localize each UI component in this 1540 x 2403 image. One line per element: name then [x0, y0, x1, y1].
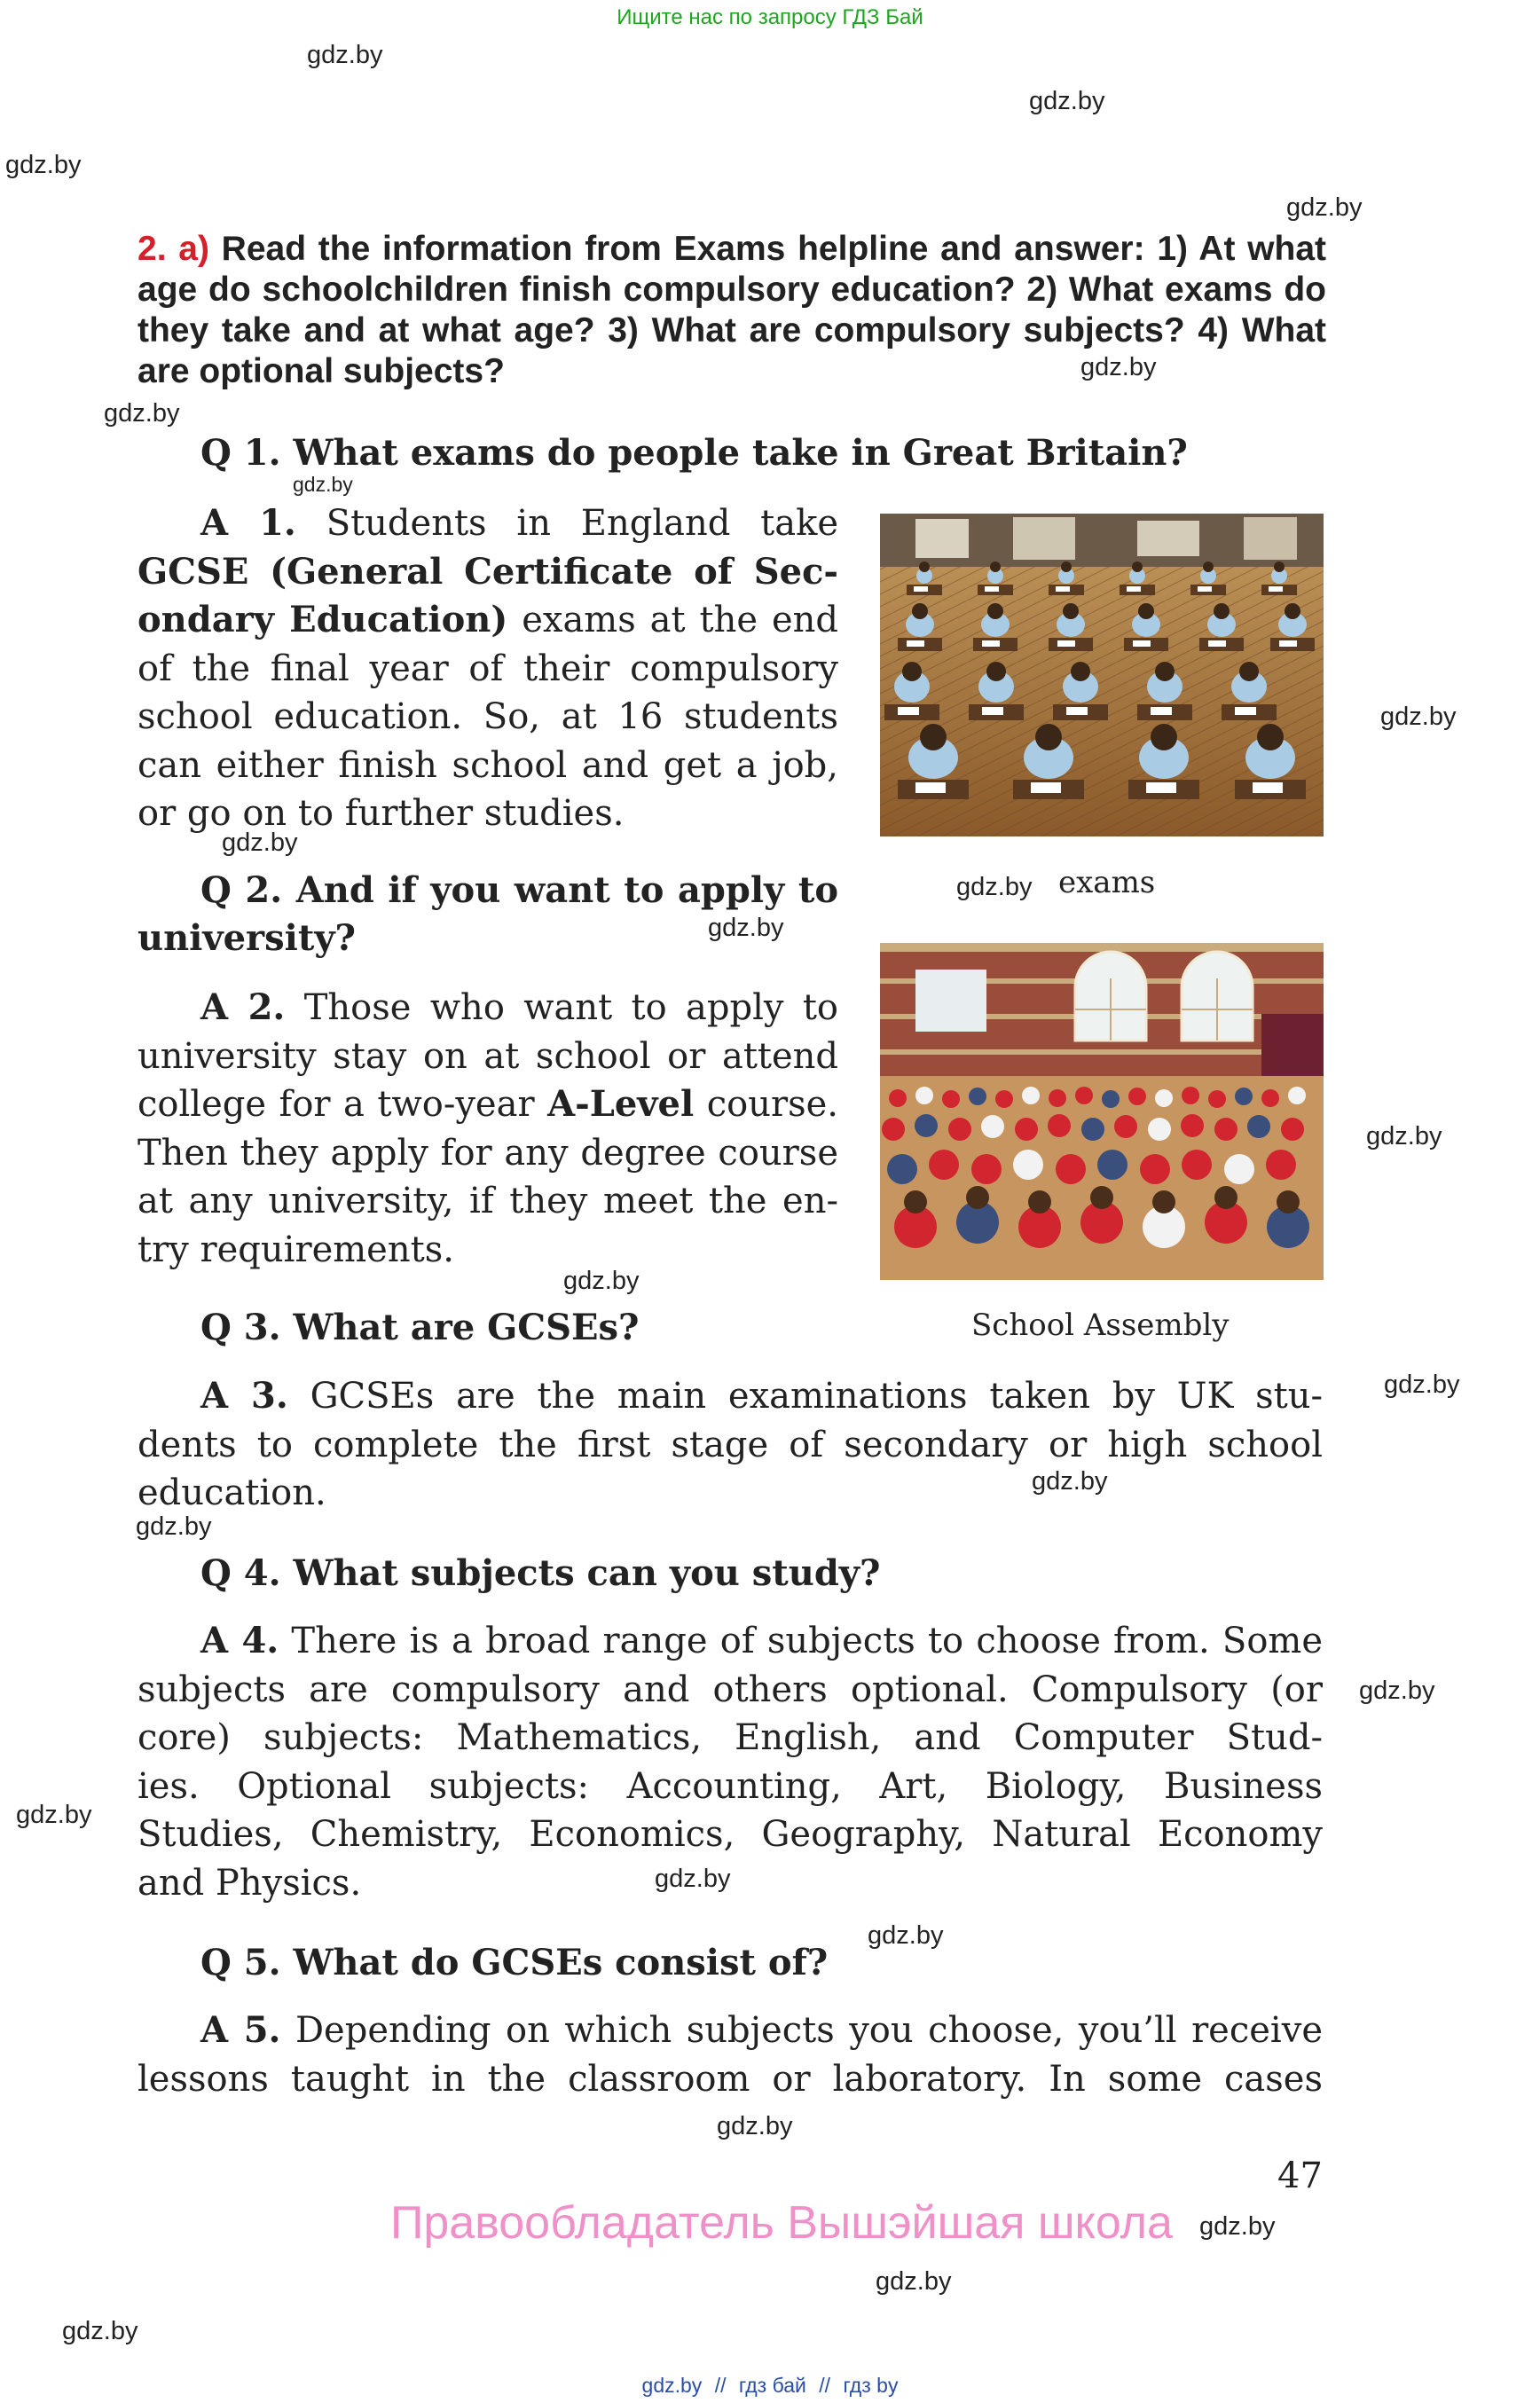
footer-separator: //: [819, 2374, 831, 2397]
footer-links: [0, 2374, 1540, 2398]
watermark: gdz.by: [1029, 87, 1105, 115]
watermark: gdz.by: [1359, 1677, 1435, 1705]
watermark: gdz.by: [956, 873, 1033, 901]
footer-link-gdz-by-cyr[interactable]: гдз by: [843, 2374, 899, 2397]
answer-line: A 3. GCSEs are the main examinations taken by UK stu-: [200, 1375, 1323, 1417]
answer-4: [138, 1617, 1323, 1907]
answer-line: GCSE (General Certificate of Sec-: [138, 550, 838, 593]
watermark: gdz.by: [1380, 703, 1457, 731]
watermark: gdz.by: [717, 2112, 793, 2140]
footer-link-gdz-bai[interactable]: гдз бай: [738, 2374, 806, 2397]
answer-line: and Physics.: [138, 1862, 362, 1904]
footer-separator: //: [714, 2374, 727, 2397]
assembly-photo: [880, 943, 1324, 1280]
watermark: gdz.by: [1032, 1467, 1108, 1496]
watermark: gdz.by: [293, 473, 353, 496]
answer-line: A 1. Students in England take: [200, 502, 839, 544]
watermark: gdz.by: [222, 828, 298, 857]
task-number: 2. a): [138, 230, 209, 268]
answer-2: [138, 984, 838, 1274]
answer-line: Studies, Chemistry, Economics, Geography, Natural Economy: [138, 1814, 1323, 1855]
answer-3: [138, 1372, 1323, 1518]
question-4: Q 4. What subjects can you study?: [200, 1552, 881, 1594]
question-line: Q 2. And if you want to apply to: [200, 869, 838, 911]
watermark: gdz.by: [1384, 1370, 1460, 1399]
answer-line: school education. So, at 16 students: [138, 696, 838, 737]
watermark: gdz.by: [136, 1512, 212, 1541]
photo-caption-assembly: School Assembly: [971, 1308, 1230, 1343]
question-5: Q 5. What do GCSEs consist of?: [200, 1942, 829, 1983]
footer-link-gdz-by[interactable]: gdz.by: [641, 2374, 703, 2397]
answer-line: try requirements.: [138, 1229, 454, 1270]
watermark: gdz.by: [708, 914, 784, 942]
watermark: gdz.by: [16, 1801, 92, 1829]
photo-caption-exams: exams: [1058, 865, 1156, 900]
answer-line: A 2. Those who want to apply to: [200, 986, 839, 1028]
exams-photo: [880, 514, 1324, 836]
watermark: gdz.by: [104, 399, 180, 428]
watermark: gdz.by: [1080, 353, 1157, 381]
answer-line: of the final year of their compulsory: [138, 648, 838, 689]
question-2: [138, 867, 838, 962]
watermark: gdz.by: [1199, 2212, 1276, 2241]
answer-5: [138, 2006, 1323, 2103]
answer-line: ies. Optional subjects: Accounting, Art, Biology, Business: [138, 1765, 1323, 1807]
exam-hall-image: [880, 514, 1324, 836]
answer-line: education.: [138, 1472, 326, 1513]
answer-line: Then they apply for any degree course: [138, 1132, 838, 1174]
answer-line: or go on to further studies.: [138, 793, 625, 834]
question-3: Q 3. What are GCSEs?: [200, 1307, 640, 1348]
watermark: gdz.by: [563, 1267, 640, 1295]
answer-line: A 5. Depending on which subjects you choose, you’ll receive: [200, 2009, 1323, 2051]
answer-line: university stay on at school or attend: [138, 1035, 838, 1077]
watermark: gdz.by: [307, 41, 383, 69]
answer-line: subjects are compulsory and others optional. Compulsory (or: [138, 1669, 1323, 1710]
watermark: gdz.by: [1366, 1122, 1442, 1150]
answer-line: lessons taught in the classroom or laboratory. In some cases: [138, 2058, 1323, 2100]
answer-1: [138, 499, 838, 838]
question-line: university?: [138, 917, 356, 959]
school-assembly-image: [880, 943, 1324, 1280]
rights-holder: Правообладатель Вышэйшая школа: [390, 2197, 1173, 2249]
answer-line: core) subjects: Mathematics, English, and Computer Stud-: [138, 1717, 1323, 1758]
top-banner[interactable]: Ищите нас по запросу ГДЗ Бай: [617, 5, 923, 29]
page-number: 47: [1277, 2156, 1323, 2196]
answer-line: ondary Education) exams at the end: [138, 599, 839, 640]
watermark: gdz.by: [62, 2317, 138, 2345]
question-1: Q 1. What exams do people take in Great Britain?: [200, 432, 1188, 474]
answer-line: A 4. There is a broad range of subjects to choose from. Some: [200, 1620, 1323, 1661]
watermark: gdz.by: [5, 151, 82, 179]
task-heading: [138, 229, 1326, 392]
watermark: gdz.by: [655, 1865, 731, 1893]
answer-line: dents to complete the first stage of secondary or high school: [138, 1424, 1323, 1465]
answer-line: college for a two-year A-Level course.: [138, 1083, 838, 1125]
watermark: gdz.by: [868, 1921, 944, 1950]
watermark: gdz.by: [1286, 193, 1363, 222]
watermark: gdz.by: [876, 2267, 952, 2296]
task-text: Read the information from Exams helpline and answer: 1) At what age do schoolchildren finish compulsory education? 2) What exams do they take and at what age? 3) What are compulsory subjects? 4) What are optional subjects?: [138, 230, 1326, 390]
answer-line: can either finish school and get a job,: [138, 744, 838, 786]
answer-line: at any university, if they meet the en-: [138, 1181, 838, 1221]
